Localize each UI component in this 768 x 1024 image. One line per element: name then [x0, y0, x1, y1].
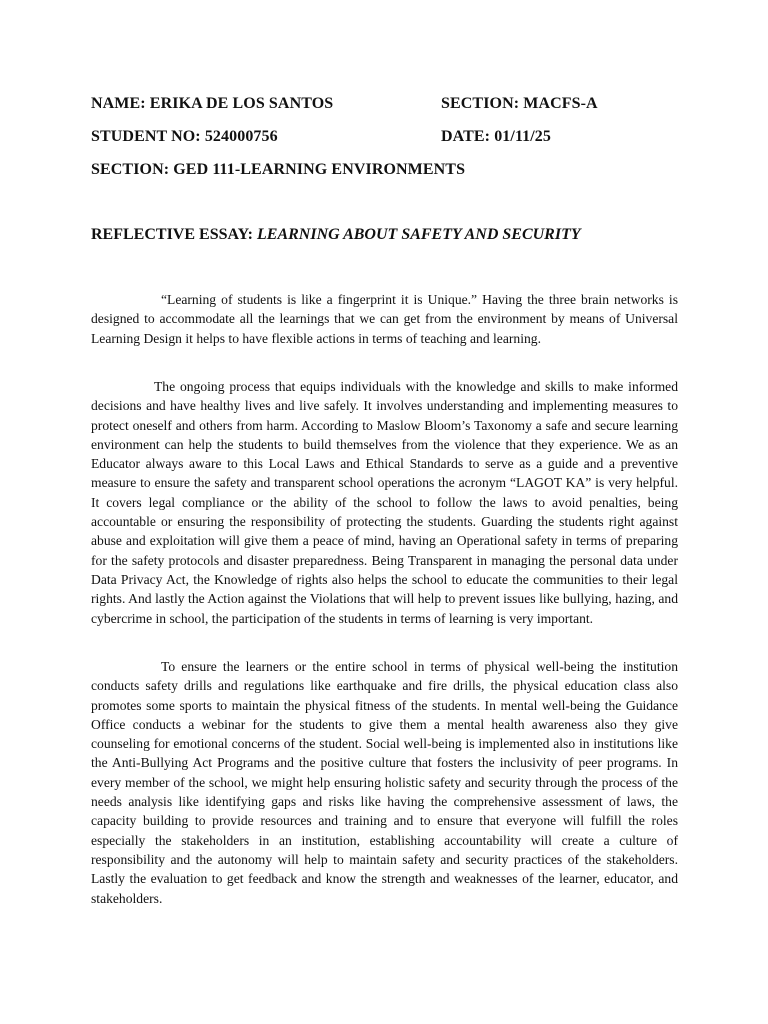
- essay-title-prefix: REFLECTIVE ESSAY:: [91, 226, 257, 243]
- essay-paragraph-1: “Learning of students is like a fingerprint it is Unique.” Having the three brain networks is designed to accommodate all the learnings that we can get from the environment by means of Universal Learning Design it helps to have flexible actions in terms of teaching and learning.: [91, 292, 678, 346]
- course-section: SECTION: GED 111-LEARNING ENVIRONMENTS: [91, 161, 466, 178]
- essay-paragraph-2: The ongoing process that equips individuals with the knowledge and skills to make informed decisions and have healthy lives and live safely. It involves understanding and implementing measures to protect oneself and others from harm. According to Maslow Bloom’s Taxonomy a safe and secure learning environment can help the students to build themselves from the violence that they experience. We as an Educator always aware to this Local Laws and Ethical Standards to serve as a guide and a preventive measure to ensure the safety and transparent school operations the acronym “LAGOT KA” is very helpful. It covers legal compliance or the ability of the school to follow the laws to avoid penalties, being accountable or ensuring the responsibility of protecting the students. Guarding the students right against abuse and exploitation will give them a peace of mind, having an Operational safety in terms of preparing for the safety protocols and disaster preparedness. Being Transparent in managing the personal data under Data Privacy Act, the Knowledge of rights also helps the school to educate the communities to their legal rights. And lastly the Action against the Violations that will help to prevent issues like bullying, hazing, and cybercrime in school, the participation of the students in terms of learning is very important.: [91, 379, 678, 626]
- essay-title-main: LEARNING ABOUT SAFETY AND SECURITY: [257, 226, 581, 243]
- section-code: SECTION: MACFS-A: [441, 95, 598, 112]
- student-name: NAME: ERIKA DE LOS SANTOS: [91, 95, 334, 112]
- essay-paragraph-3: To ensure the learners or the entire school in terms of physical well-being the institution conducts safety drills and regulations like earthquake and fire drills, the physical education class also promotes some sports to maintain the physical fitness of the students. In mental well-being the Guidance Office conducts a webinar for the students to give them a mental health awareness also they give counseling for emotional concerns of the student. Social well-being is implemented also in institutions like the Anti-Bullying Act Programs and the positive culture that fosters the inclusivity of peer programs. In every member of the school, we might help ensuring holistic safety and security through the process of the needs analysis like identifying gaps and risks like having the comprehensive assessment of laws, the capacity building to provide resources and training and to ensure that everyone will fulfill the roles especially the stakeholders in an institution, establishing accountability will create a culture of responsibility and the autonomy will help to maintain safety and security practices of the stakeholders. Lastly the evaluation to get feedback and know the strength and weaknesses of the learner, educator, and stakeholders.: [91, 659, 678, 906]
- date: DATE: 01/11/25: [441, 128, 552, 145]
- student-number: STUDENT NO: 524000756: [91, 128, 278, 145]
- essay-title: [91, 226, 581, 244]
